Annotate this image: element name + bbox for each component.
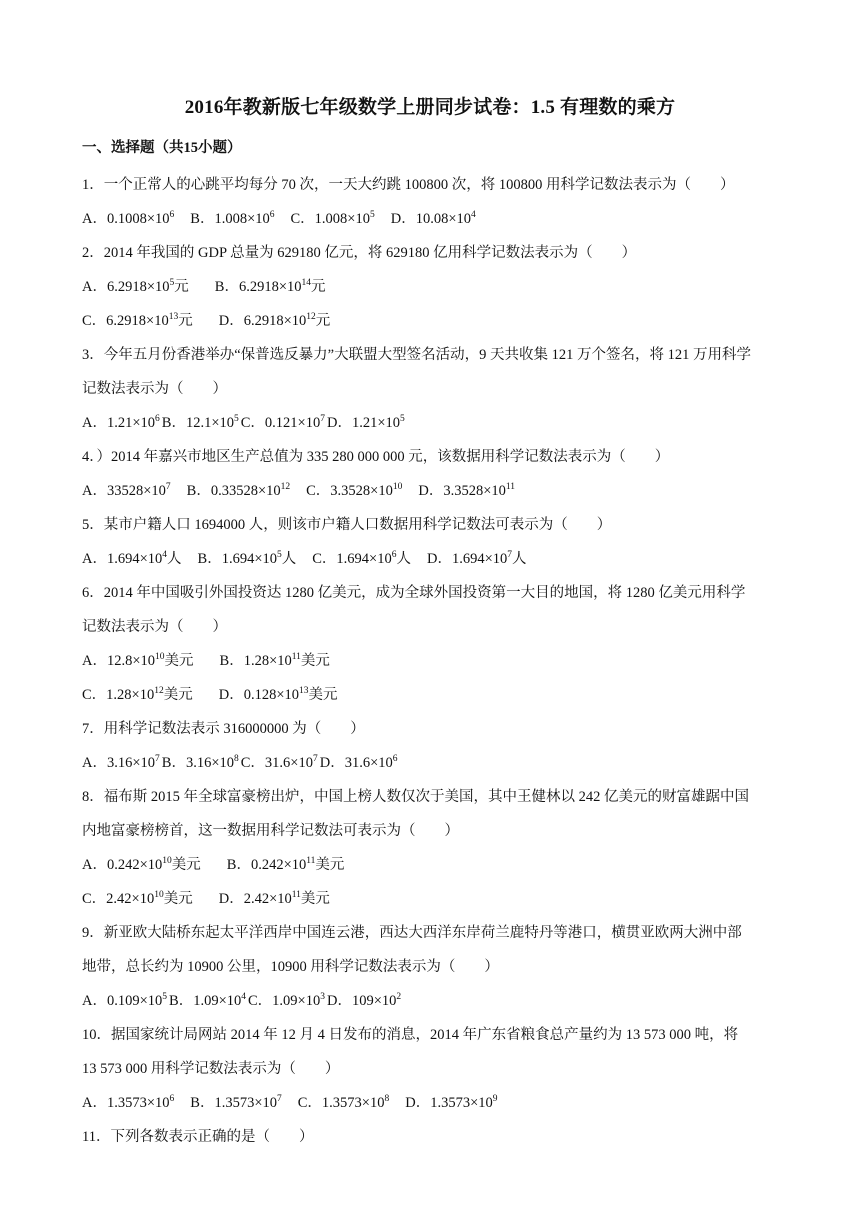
question-1-text: 1．一个正常人的心跳平均每分 70 次，一天大约跳 100800 次，将 100800 用科学记数法表示为（ ） [82, 177, 735, 193]
option-C[interactable]: C．$1.008\times 10^5$ [290, 210, 375, 227]
question-1-options [82, 210, 476, 228]
option-A[interactable]: A．$1.694\times 10^4$人 [82, 550, 182, 567]
option-B[interactable]: B．$1.09\times 10^4$ [169, 992, 247, 1009]
question-7-options [82, 754, 398, 772]
question-7-text: 7．用科学记数法表示 316000000 为（ ） [82, 721, 365, 737]
page-title: 2016年教新版七年级数学上册同步试卷：1.5 有理数的乘方 [184, 97, 676, 118]
option-D[interactable]: D．$1.21\times 10^5$ [327, 414, 405, 431]
option-B[interactable]: B．$6.2918\times 10^{14}$元 [214, 278, 326, 295]
option-C[interactable]: C．$3.3528\times 10^{10}$ [306, 482, 403, 499]
option-C[interactable]: C．$6.2918\times 10^{13}$元 [82, 312, 193, 329]
option-C[interactable]: C．$1.3573\times 10^8$ [297, 1094, 390, 1111]
option-A[interactable]: A．$0.1008\times 10^6$ [82, 210, 175, 227]
option-D[interactable]: D．$3.3528\times 10^{11}$ [418, 482, 516, 499]
question-10-text: 10．据国家统计局网站 2014 年 12 月 4 日发布的消息，2014 年广东省粮食总产量约为 13 573 000 吨，将 [82, 1027, 739, 1043]
option-B[interactable]: B．$1.3573\times 10^7$ [190, 1094, 282, 1111]
question-6-options [82, 652, 330, 670]
option-A[interactable]: A．$3.16\times 10^7$ [82, 754, 160, 771]
option-A[interactable]: A．$0.242\times 10^{10}$美元 [82, 856, 201, 873]
option-C[interactable]: C．$1.694\times 10^6$人 [312, 550, 411, 567]
option-C[interactable]: C．$2.42\times 10^{10}$美元 [82, 890, 193, 907]
question-2-options [82, 312, 330, 330]
option-B[interactable]: B．$3.16\times 10^8$ [161, 754, 239, 771]
question-5-options [82, 550, 527, 568]
option-A[interactable]: A．$33528\times 10^7$ [82, 482, 171, 499]
question-6-text: 6．2014 年中国吸引外国投资达 1280 亿美元，成为全球外国投资第一大目的地国，将 1280 亿美元用科学 [82, 585, 746, 601]
question-3-text: 记数法表示为（ ） [82, 381, 227, 397]
question-2-options [82, 278, 326, 296]
question-2-text: 2．2014 年我国的 GDP 总量为 629180 亿元，将 629180 亿用科学记数法表示为（ ） [82, 245, 637, 261]
question-9-options [82, 992, 401, 1010]
option-A[interactable]: A．$1.21\times 10^6$ [82, 414, 160, 431]
question-9-text: 地带，总长约为 10900 公里，10900 用科学记数法表示为（ ） [82, 959, 499, 975]
option-C[interactable]: C．$0.121\times 10^7$ [240, 414, 325, 431]
question-11-text: 11．下列各数表示正确的是（ ） [82, 1129, 314, 1145]
option-D[interactable]: D．$0.128\times 10^{13}$美元 [218, 686, 338, 703]
question-8-text: 8．福布斯 2015 年全球富豪榜出炉，中国上榜人数仅次于美国，其中王健林以 242 亿美元的财富雄踞中国 [82, 789, 749, 805]
question-3-options [82, 414, 405, 432]
question-10-text: 13 573 000 用科学记数法表示为（ ） [82, 1061, 340, 1077]
option-D[interactable]: D．$10.08\times 10^4$ [390, 210, 476, 227]
option-B[interactable]: B．$1.694\times 10^5$人 [197, 550, 297, 567]
question-8-options [82, 890, 330, 908]
question-6-options [82, 686, 338, 704]
option-B[interactable]: B．$1.28\times 10^{11}$美元 [219, 652, 330, 669]
option-A[interactable]: A．$12.8\times 10^{10}$美元 [82, 652, 194, 669]
question-10-options [82, 1094, 498, 1112]
option-C[interactable]: C．$1.28\times 10^{12}$美元 [82, 686, 193, 703]
question-8-text: 内地富豪榜榜首，这一数据用科学记数法可表示为（ ） [82, 823, 459, 839]
option-B[interactable]: B．$0.242\times 10^{11}$美元 [226, 856, 345, 873]
question-4-text: 4．）2014 年嘉兴市地区生产总值为 335 280 000 000 元，该数据用科学记数法表示为（ ） [82, 449, 670, 465]
question-4-options [82, 482, 515, 500]
option-D[interactable]: D．$6.2918\times 10^{12}$元 [218, 312, 331, 329]
option-C[interactable]: C．$31.6\times 10^7$ [240, 754, 318, 771]
question-5-text: 5．某市户籍人口 1694000 人，则该市户籍人口数据用科学记数法可表示为（ ） [82, 517, 612, 533]
option-B[interactable]: B．$12.1\times 10^5$ [161, 414, 239, 431]
question-9-text: 9．新亚欧大陆桥东起太平洋西岸中国连云港，西达大西洋东岸荷兰鹿特丹等港口，横贯亚欧两大洲中部 [82, 925, 742, 941]
option-D[interactable]: D．$2.42\times 10^{11}$美元 [218, 890, 330, 907]
option-A[interactable]: A．$1.3573\times 10^6$ [82, 1094, 175, 1111]
question-3-text: 3．今年五月份香港举办“保普选反暴力”大联盟大型签名活动，9 天共收集 121 万个签名，将 121 万用科学 [82, 347, 751, 363]
option-D[interactable]: D．$1.3573\times 10^9$ [405, 1094, 498, 1111]
section-heading: 一、选择题（共15小题） [82, 140, 242, 156]
question-6-text: 记数法表示为（ ） [82, 619, 227, 635]
option-D[interactable]: D．$31.6\times 10^6$ [319, 754, 398, 771]
question-8-options [82, 856, 344, 874]
option-A[interactable]: A．$6.2918\times 10^5$元 [82, 278, 189, 295]
option-D[interactable]: D．$1.694\times 10^7$人 [427, 550, 527, 567]
option-A[interactable]: A．$0.109\times 10^5$ [82, 992, 168, 1009]
option-B[interactable]: B．$1.008\times 10^6$ [190, 210, 275, 227]
option-D[interactable]: D．$109\times 10^2$ [327, 992, 402, 1009]
option-B[interactable]: B．$0.33528\times 10^{12}$ [186, 482, 291, 499]
option-C[interactable]: C．$1.09\times 10^3$ [248, 992, 325, 1009]
